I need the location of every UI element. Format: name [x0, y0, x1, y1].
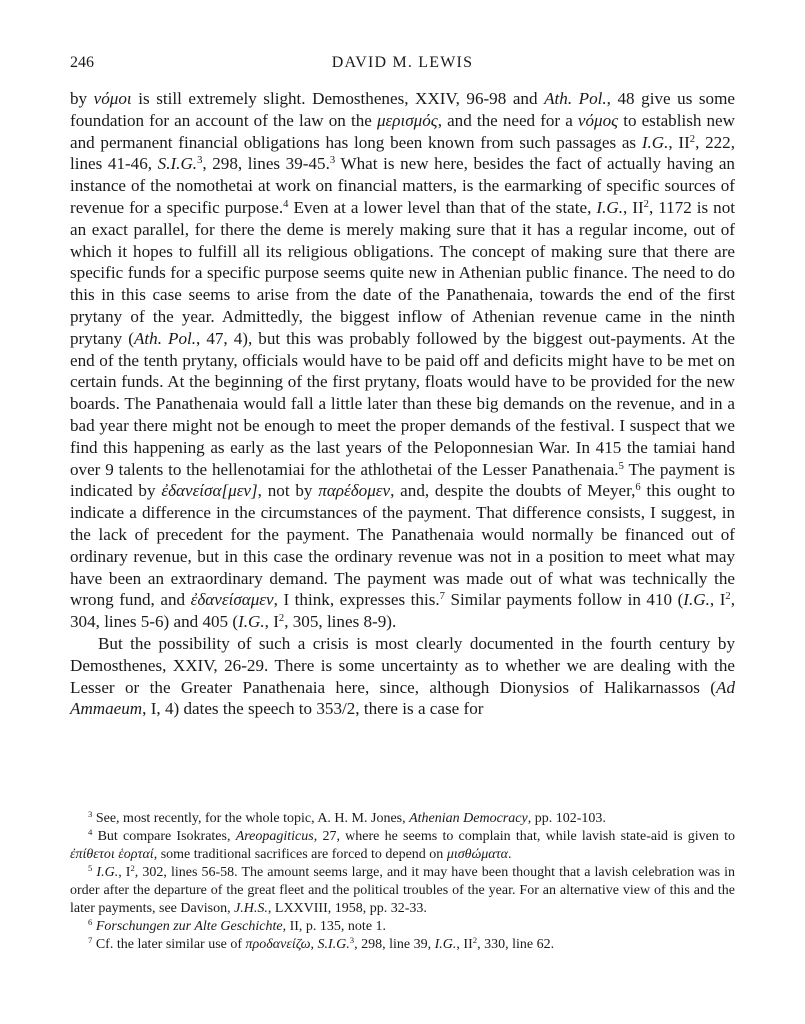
footnote-5: $^5$ I.G., $I^2$, 302, lines 56-58. The amount seems large, and it may have been thought that a lavish celebration was in order after the departure of the great fleet and the political troubles of the year. For an alternative view of this and the later payments, see Davison, J.H.S., LXXVIII, 1958, pp. 32-33. [70, 863, 736, 916]
italic-run: ἐδανείσαμεν [190, 590, 274, 610]
italic-run: ἐδανείσα[μεν] [161, 481, 258, 501]
body-paragraph-1: by νόμοι is still extremely slight. Demosthenes, XXIV, 96-98 and Ath. Pol., 48 give us some foundation for an account of the law on the μερισμός, and the need for a νόμος to establish new and permanent financial obligations has long been known from such passages as I.G., $II^2$, 222, lines 41-46, S.I.G.$^3$, 298, lines 39-45.$^3$ What is new here, besides the fact of actually having an instance of the nomothetai at work on financial matters, is the earmarking of specific sources of revenue for a specific purpose.$^4$ Even at a lower level than that of the state, I.G., $II^2$, 1172 is not an exact parallel, for there the deme is merely making sure that it has a regular income, out of which it hopes to fulfill all its religious obligations. The concept of making sure that there are specific funds for a specific purpose seems quite new in Athenian public finance. The need to do this in this case seems to arise from the date of the Panathenaia, towards the end of the first prytany of the year. Admittedly, the biggest inflow of Athenian revenue came in the ninth prytany (Ath. Pol., 47, 4), but this was probably followed by the biggest out-payments. At the end of the tenth prytany, officials would have to be paid off and deficits might have to be met on certain funds. At the beginning of the first prytany, floats would have to be provided for the new boards. The Panathenaia would fall a little later than these big demands on the revenue, and in a bad year there might not be enough to meet the proper demands of the festival. I suspect that we find this happening as early as the last years of the Peloponnesian War. In 415 the tamiai hand over 9 talents to the hellenotamiai for the athlothetai of the Lesser Panathenaia.$^5$ The payment is indicated by ἐδανείσα[μεν], not by παρέδομεν, and, despite the doubts of Meyer,$^6$ this ought to indicate a difference in the circumstances of the payment. That difference consists, I suggest, in the lack of precedent for the payment. The Panathenaia would normally be financed out of ordinary revenue, but in this case the ordinary revenue was not in a position to meet what may have been an extraordinary demand. The payment was made out of what was technically the wrong fund, and ἐδανείσαμεν, I think, expresses this.$^7$ Similar payments follow in 410 (I.G., $I^2$, 304, lines 5-6) and 405 (I.G., $I^2$, 305, lines 8-9). [70, 89, 735, 632]
italic-run: I.G. [641, 132, 669, 152]
italic-run: I.G. [238, 612, 265, 632]
italic-run: νόμοι [93, 89, 132, 108]
italic-run: νόμος [577, 110, 619, 130]
italic-run: ἐπίθετοι ἑορταί [70, 847, 154, 862]
superscript: 2 [472, 935, 478, 946]
italic-run: I.G. [434, 937, 457, 952]
superscript: 2 [689, 133, 696, 145]
superscript: 7 [439, 591, 445, 603]
superscript: 3 [88, 809, 93, 820]
superscript: 2 [278, 613, 285, 625]
italic-run: I.G. [96, 865, 119, 880]
italic-run: I.G. [596, 197, 623, 217]
superscript: 6 [88, 917, 93, 928]
superscript: 3 [197, 155, 203, 167]
italic-run: Forschungen zur Alte Geschichte [95, 919, 283, 934]
superscript: 2 [725, 591, 731, 603]
superscript: 6 [635, 482, 641, 494]
italic-run: Ad Ammaeum [70, 677, 735, 719]
superscript: 3 [329, 155, 336, 167]
footnote-7: $^7$ Cf. the later similar use of προδανείζω, S.I.G.$^3$, 298, line 39, I.G., $II^2$, 330, line 62. [88, 935, 555, 952]
page-header [70, 54, 735, 76]
italic-run: παρέδομεν [318, 481, 391, 501]
superscript: 4 [88, 827, 93, 838]
superscript: 3 [349, 935, 355, 946]
footnotes [70, 810, 735, 954]
page-number: 246 [70, 54, 94, 71]
superscript: 5 [618, 460, 624, 472]
italic-run: S.I.G. [317, 937, 350, 952]
superscript: 2 [643, 199, 649, 211]
italic-run: Ath. Pol. [544, 89, 607, 108]
footnote-4: $^4$ But compare Isokrates, Areopagiticus, 27, where he seems to complain that, while lavish state-aid is given to ἐπίθετοι ἑορταί, some traditional sacrifices are forced to depend on μισθώματα. [70, 827, 735, 862]
superscript: 5 [88, 863, 93, 874]
italic-run: S.I.G. [157, 154, 198, 174]
running-head: DAVID M. LEWIS [331, 54, 474, 71]
main-text [70, 88, 735, 720]
superscript: 4 [283, 199, 289, 211]
superscript: 2 [130, 863, 135, 874]
italic-run: προδανείζω [245, 937, 311, 952]
italic-run: I.G. [683, 590, 710, 610]
italic-run: J.H.S. [234, 901, 268, 916]
italic-run: Ath. Pol. [133, 328, 197, 348]
footnote-3: $^3$ See, most recently, for the whole topic, A. H. M. Jones, Athenian Democracy, pp. 102-103. [88, 809, 606, 826]
body-paragraph-2: But the possibility of such a crisis is most clearly documented in the fourth century by Demosthenes, XXIV, 26-29. There is some uncertainty as to whether we are dealing with the Lesser or the Greater Panathenaia here, since, although Dionysios of Halikarnassos (Ad Ammaeum, I, 4) dates the speech to 353/2, there is a case for [70, 633, 735, 719]
italic-run: Athenian Democracy [409, 811, 528, 826]
italic-run: μερισμός [376, 110, 438, 130]
superscript: 7 [88, 935, 93, 946]
footnote-6: $^6$ Forschungen zur Alte Geschichte, II, p. 135, note 1. [88, 917, 387, 934]
italic-run: Areopagiticus [235, 829, 314, 844]
italic-run: μισθώματα [446, 847, 509, 862]
